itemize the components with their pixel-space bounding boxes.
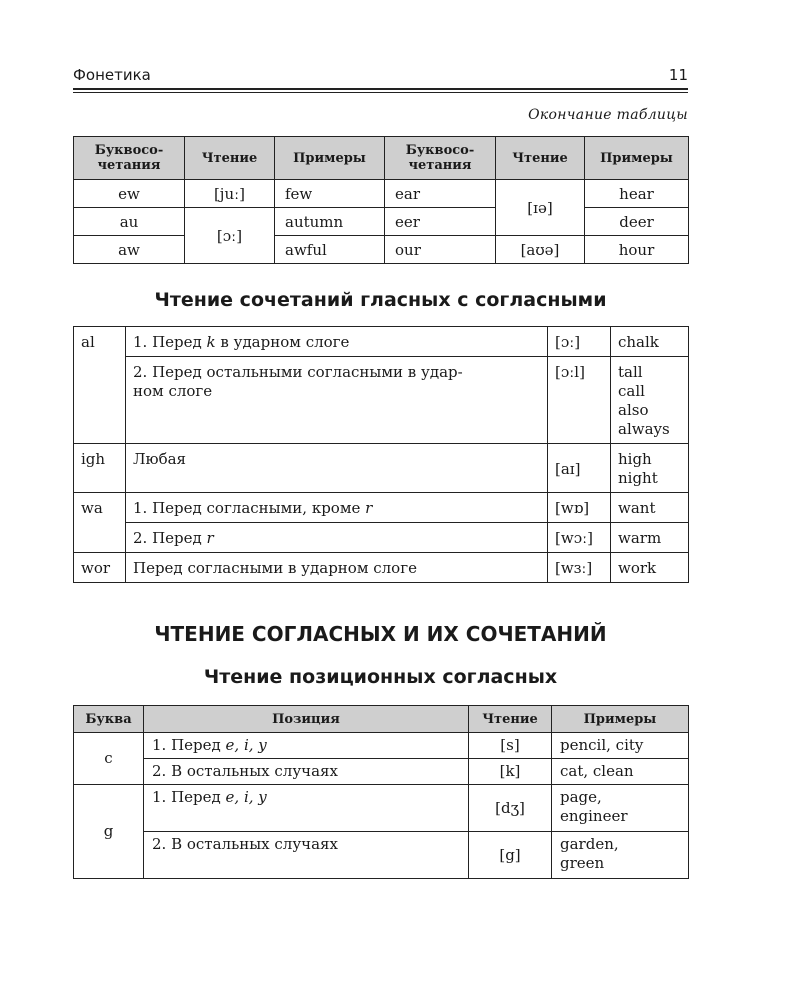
example-cell: cat, clean <box>552 759 689 785</box>
example-cell: awful <box>275 236 385 264</box>
combination-cell: au <box>74 208 185 236</box>
table-row <box>74 785 689 832</box>
running-header <box>73 66 688 86</box>
vowel-combinations-table <box>73 136 689 264</box>
reading-cell: [s] <box>469 733 552 759</box>
table-row <box>74 523 689 553</box>
reading-cell: [wɒ] <box>548 493 611 523</box>
table-row <box>74 236 689 264</box>
rule-cell: Перед согласными в ударном слоге <box>126 553 548 583</box>
table-row <box>74 553 689 583</box>
column-header: Чтение <box>496 137 585 180</box>
reading-cell: [wɔː] <box>548 523 611 553</box>
position-cell <box>144 733 469 759</box>
table-row <box>74 357 689 444</box>
example-cell: warm <box>611 523 689 553</box>
section-heading-vowels-consonants: Чтение сочетаний гласных с согласными <box>154 289 607 311</box>
table-row <box>74 180 689 208</box>
combination-cell: wor <box>74 553 126 583</box>
combination-cell: aw <box>74 236 185 264</box>
reading-cell: [aɪ] <box>548 444 611 493</box>
example-cell: pencil, city <box>552 733 689 759</box>
example-cell: autumn <box>275 208 385 236</box>
example-cell: few <box>275 180 385 208</box>
table-continuation-caption: Окончание таблицы <box>528 107 688 123</box>
position-text-pre: 1. Перед <box>152 788 226 806</box>
vowel-consonant-combinations-table <box>73 326 689 583</box>
reading-cell: [g] <box>469 832 552 879</box>
table-row <box>74 493 689 523</box>
combination-cell: our <box>385 236 496 264</box>
combination-cell: ew <box>74 180 185 208</box>
example-cell: garden, green <box>552 832 689 879</box>
example-cell: deer <box>585 208 689 236</box>
table-row <box>74 327 689 357</box>
column-header: Примеры <box>275 137 385 180</box>
position-cell <box>144 785 469 832</box>
position-letters: e, i, y <box>225 788 267 806</box>
rule-text-pre: Перед <box>152 333 207 351</box>
section-heading-positional: Чтение позиционных согласных <box>203 666 558 688</box>
rule-cell <box>126 327 548 357</box>
rule-number: 1. <box>133 333 148 351</box>
section-title: Фонетика <box>73 66 151 84</box>
table-row <box>74 208 689 236</box>
combination-cell: ear <box>385 180 496 208</box>
rule-cell: 2. Перед остальными согласными в удар- ном слоге <box>126 357 548 444</box>
reading-cell: [ɪə] <box>496 180 585 236</box>
letter-cell: g <box>74 785 144 879</box>
column-header: Позиция <box>144 706 469 733</box>
column-header: Буквосо- четания <box>74 137 185 180</box>
example-cell: page, engineer <box>552 785 689 832</box>
example-cell: work <box>611 553 689 583</box>
rule-text-post: в ударном слоге <box>215 333 350 351</box>
column-header: Чтение <box>469 706 552 733</box>
reading-cell: [wɜː] <box>548 553 611 583</box>
column-header: Примеры <box>585 137 689 180</box>
column-header: Чтение <box>185 137 275 180</box>
table-header-row <box>74 706 689 733</box>
page-number: 11 <box>668 66 688 84</box>
reading-cell: [ɔː] <box>548 327 611 357</box>
letter-cell: c <box>74 733 144 785</box>
position-letters: e, i, y <box>225 736 267 754</box>
table-header-row <box>74 137 689 180</box>
combination-cell: wa <box>74 493 126 553</box>
reading-cell: [ɔː] <box>185 208 275 264</box>
example-cell: high night <box>611 444 689 493</box>
reading-cell: [aʊə] <box>496 236 585 264</box>
table-row <box>74 444 689 493</box>
position-cell: 2. В остальных случаях <box>144 832 469 879</box>
position-text-pre: 1. Перед <box>152 736 226 754</box>
example-cell: chalk <box>611 327 689 357</box>
table-row <box>74 759 689 785</box>
combination-cell: igh <box>74 444 126 493</box>
positional-consonants-table <box>73 705 689 879</box>
table-row <box>74 733 689 759</box>
header-rule-thin <box>73 92 688 93</box>
header-rule-thick <box>73 88 688 90</box>
reading-cell: [ɔːl] <box>548 357 611 444</box>
column-header: Примеры <box>552 706 689 733</box>
chapter-heading-consonants: ЧТЕНИЕ СОГЛАСНЫХ И ИХ СОЧЕТАНИЙ <box>154 622 607 646</box>
rule-cell <box>126 523 548 553</box>
column-header: Буква <box>74 706 144 733</box>
rule-letter: r <box>206 529 214 547</box>
example-cell: hear <box>585 180 689 208</box>
example-cell: hour <box>585 236 689 264</box>
rule-text-pre: 1. Перед согласными, кроме <box>133 499 366 517</box>
column-header: Буквосо- четания <box>385 137 496 180</box>
combination-cell: eer <box>385 208 496 236</box>
position-cell: 2. В остальных случаях <box>144 759 469 785</box>
rule-letter: k <box>206 333 216 351</box>
example-cell: tall call also always <box>611 357 689 444</box>
reading-cell: [k] <box>469 759 552 785</box>
reading-cell: [juː] <box>185 180 275 208</box>
rule-text-pre: 2. Перед <box>133 529 207 547</box>
example-cell: want <box>611 493 689 523</box>
rule-cell <box>126 493 548 523</box>
rule-cell: Любая <box>126 444 548 493</box>
rule-letter: r <box>365 499 373 517</box>
combination-cell: al <box>74 327 126 444</box>
reading-cell: [dʒ] <box>469 785 552 832</box>
table-row <box>74 832 689 879</box>
